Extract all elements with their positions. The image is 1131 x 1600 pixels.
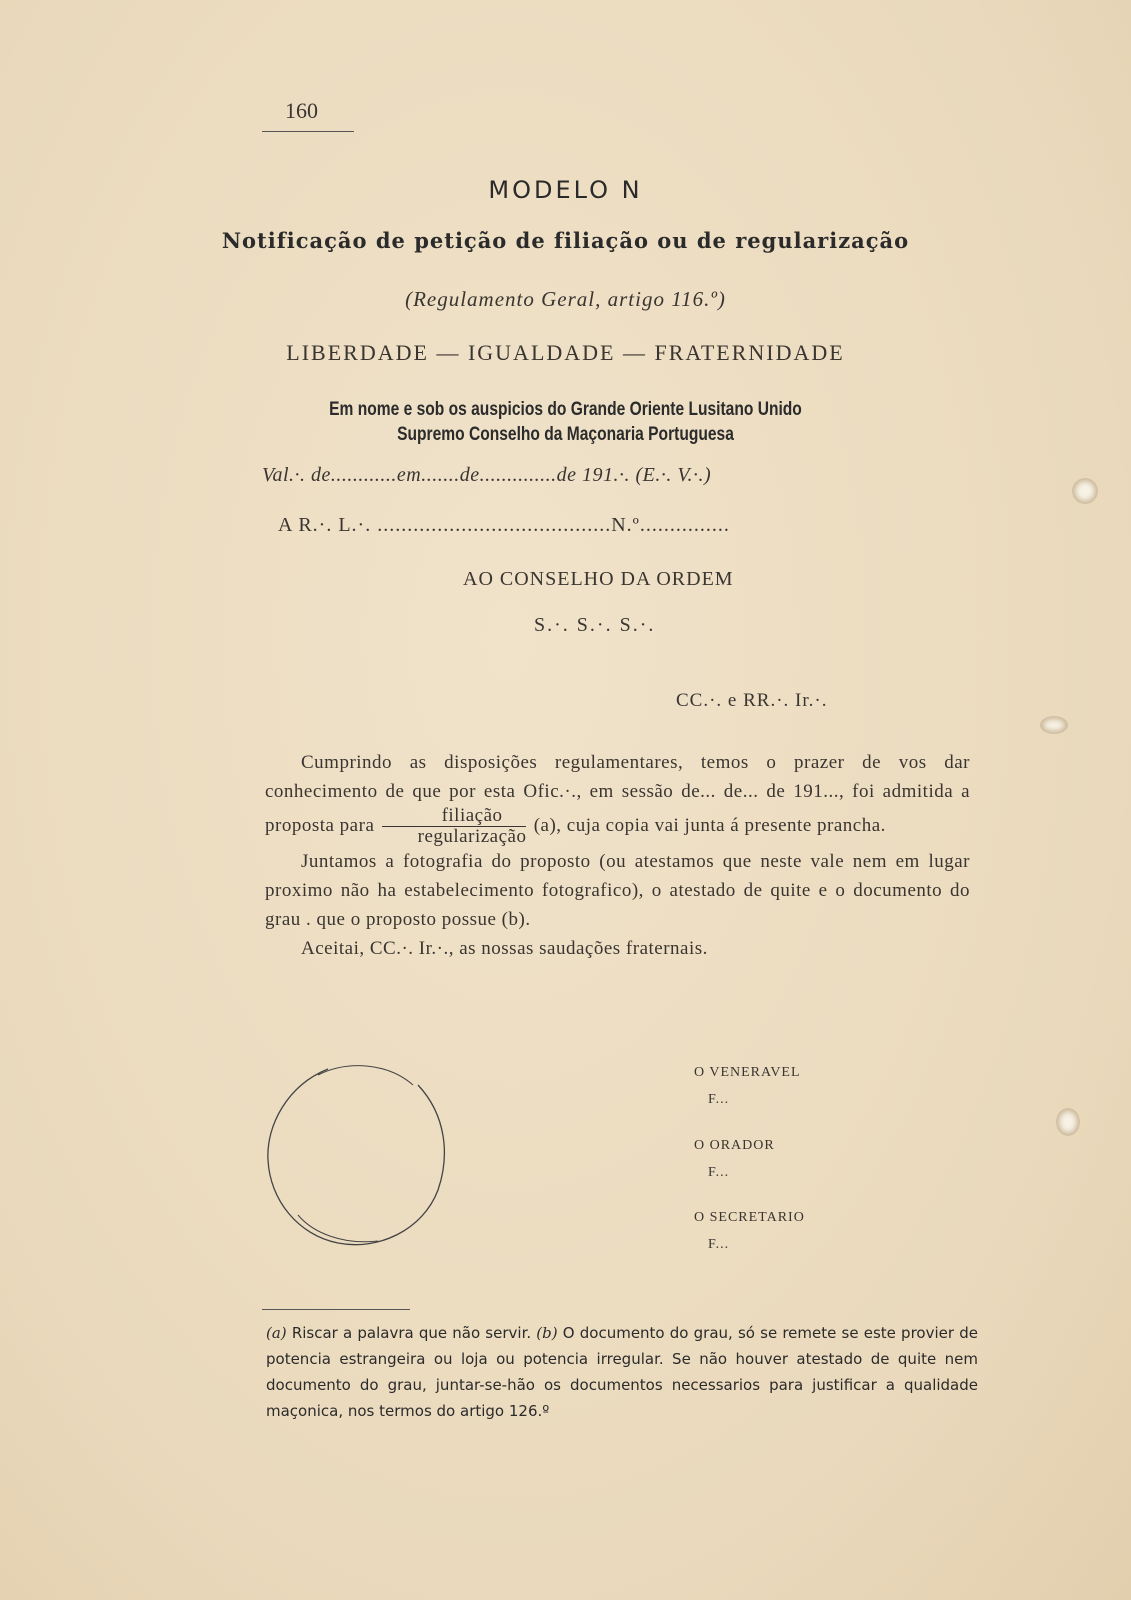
p1-start: Cumprindo as disposições regulamentares, temos o prazer de vos dar conhecimento de que por esta Ofic.·., em sessão de... de... de 191..., foi admitida a proposta para xyxy=(265,752,970,836)
motto: LIBERDADE — IGUALDADE — FRATERNIDADE xyxy=(286,340,845,365)
footnote xyxy=(266,1320,978,1424)
secretary-signature: F... xyxy=(708,1237,730,1252)
invocation-line-1: Em nome e sob os auspicios do Grande Oriente Lusitano Unido xyxy=(329,399,802,420)
invocation-line-2: Supremo Conselho da Maçonaria Portuguesa xyxy=(397,424,734,445)
p1-end: (a), cuja copia vai junta á presente prancha. xyxy=(533,814,886,836)
paper-blemish-icon xyxy=(1056,1108,1080,1136)
footnote-a-text: Riscar a palavra que não servir. xyxy=(291,1324,532,1342)
header-rule xyxy=(262,131,354,132)
page-number: 160 xyxy=(285,98,318,123)
paper-blemish-icon xyxy=(1072,478,1098,504)
body-paragraph-3: Aceitai, CC.·. Ir.·., as nossas saudações fraternais. xyxy=(301,938,708,959)
footnote-rule xyxy=(262,1309,410,1310)
venerable-signature: F... xyxy=(708,1092,730,1107)
notification-title: Notificação de petição de filiação ou de regularização xyxy=(221,228,910,253)
fraction-bottom: regularização xyxy=(417,826,527,847)
orator-signature: F... xyxy=(708,1165,730,1180)
seal-circle-icon xyxy=(258,1055,458,1255)
salutation: CC.·. e RR.·. Ir.·. xyxy=(676,690,828,711)
regulation-reference: (Regulamento Geral, artigo 116.º) xyxy=(405,287,726,311)
body-paragraph-2: Juntamos a fotografia do proposto (ou atestamos que neste vale nem em lugar proximo não ha estabelecimento fotografico), o atestado de quite e o documento do grau . que o proposto possue (b). xyxy=(265,851,970,930)
invocation xyxy=(102,397,1029,447)
footnote-a-label: (a) xyxy=(266,1324,287,1342)
sss-line: S.·. S.·. S.·. xyxy=(534,614,656,636)
model-title: MODELO N xyxy=(488,176,643,204)
fraction-top: filiação xyxy=(382,806,527,827)
footnote-b-text: O documento do grau, só se remete se este provier de potencia estrangeira ou loja ou potencia irregular. Se não houver atestado de quite nem documento do grau, juntar-se-hão os documentos necessarios para justificar a qualidade maçonica, nos termos do artigo 126.º xyxy=(266,1324,978,1420)
secretary-label: O SECRETARIO xyxy=(694,1210,805,1225)
filiation-fraction xyxy=(382,806,527,847)
paper-blemish-icon xyxy=(1040,716,1068,734)
orator-label: O ORADOR xyxy=(694,1138,775,1153)
venerable-label: O VENERAVEL xyxy=(694,1065,801,1080)
body-paragraph-1 xyxy=(265,748,970,847)
footnote-b-label: (b) xyxy=(536,1324,558,1342)
date-line: Val.·. de............em.......de..............de 191.·. (E.·. V.·.) xyxy=(262,464,712,486)
addressee: AO CONSELHO DA ORDEM xyxy=(463,568,734,590)
lodge-line: A R.·. L.·. .......................................N.º............... xyxy=(278,514,730,536)
letter-body xyxy=(265,748,970,963)
